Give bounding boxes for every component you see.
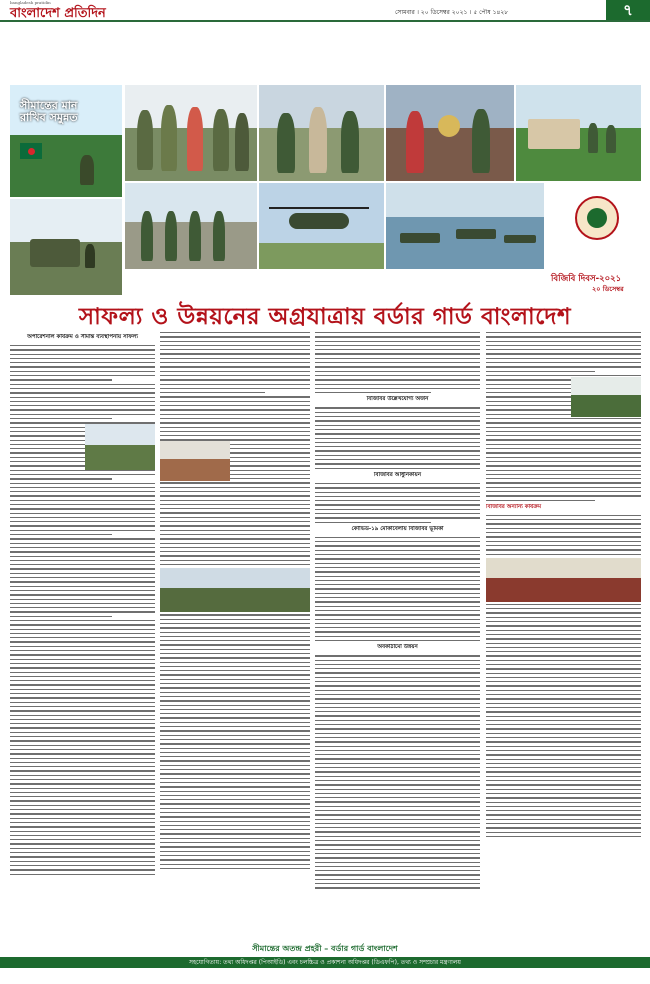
photo-ceremony: [259, 85, 384, 181]
slogan-line-1: সীমান্তের মান: [20, 99, 78, 112]
section-intro: অপারেশনাল কার্যক্রম ও সীমান্ত ব্যবস্থাপনায় সাফল্য: [27, 334, 138, 340]
section-modernization: বিজিবির আধুনিকায়ন: [373, 471, 422, 478]
photo-helicopter: [259, 183, 384, 269]
masthead: [0, 0, 650, 22]
photo-patrol-boats: [386, 183, 544, 269]
photo-border-patrol: [10, 199, 122, 295]
section-covid: কোভিড-১৯ মোকাবেলায় বিজিবির ভূমিকা: [351, 525, 444, 532]
bgb-emblem: [575, 196, 619, 240]
photo-inline-4: [571, 377, 641, 417]
column-1: [10, 332, 155, 932]
logo-text: বাংলাদেশ প্রতিদিন: [10, 6, 106, 21]
page-number: ৭: [606, 0, 650, 20]
bgb-day-title: বিজিবি দিবস-২০২১: [551, 274, 622, 284]
photo-inline-2: [160, 441, 230, 481]
logo-tagline: bangladesh pratidin: [10, 0, 51, 5]
section-other: বিজিবির অন্যান্য কার্যক্রম: [486, 503, 541, 510]
photo-inline-3: [160, 568, 310, 612]
date-line: সোমবার । ২০ ডিসেম্বর ২০২১ । ৫ পৌষ ১৪২৮: [395, 9, 509, 16]
footer-motto: সীমান্তের অতন্দ্র প্রহরী – বর্ডার গার্ড বাংলাদেশ: [252, 944, 398, 953]
bgb-day-date: ২০ ডিসেম্বর: [592, 285, 624, 293]
photo-border-outpost: [516, 85, 641, 181]
photo-award-handover: [386, 85, 514, 181]
column-2: [160, 332, 310, 932]
section-achievements: বিজিবির উল্লেখযোগ্য অর্জন: [366, 396, 429, 403]
footer-credit: সহযোগিতায়: তথ্য অধিদপ্তর (পিআইডি) এবং চলচ্চিত্র ও প্রকাশনা অধিদপ্তর (ডিএফপি), তথ্য ও সম্প্রচার মন্ত্রণালয়: [0, 957, 650, 968]
column-4: [486, 332, 641, 932]
photo-inline-5: [486, 558, 641, 602]
slogan-line-2: রাখিব সমুন্নত: [20, 111, 78, 124]
slogan-label: [20, 100, 77, 124]
main-headline: সাফল্য ও উন্নয়নের অগ্রযাত্রায় বর্ডার গার্ড বাংলাদেশ: [78, 303, 572, 330]
photo-guard-of-honour: [125, 183, 257, 269]
column-3: [315, 332, 480, 932]
photo-inline-1: [85, 424, 155, 470]
photo-salute-officers: [125, 85, 257, 181]
newspaper-logo: [10, 0, 106, 25]
photo-flag-banner: [10, 85, 122, 197]
section-infrastructure: অবকাঠামো উন্নয়ন: [377, 644, 418, 651]
